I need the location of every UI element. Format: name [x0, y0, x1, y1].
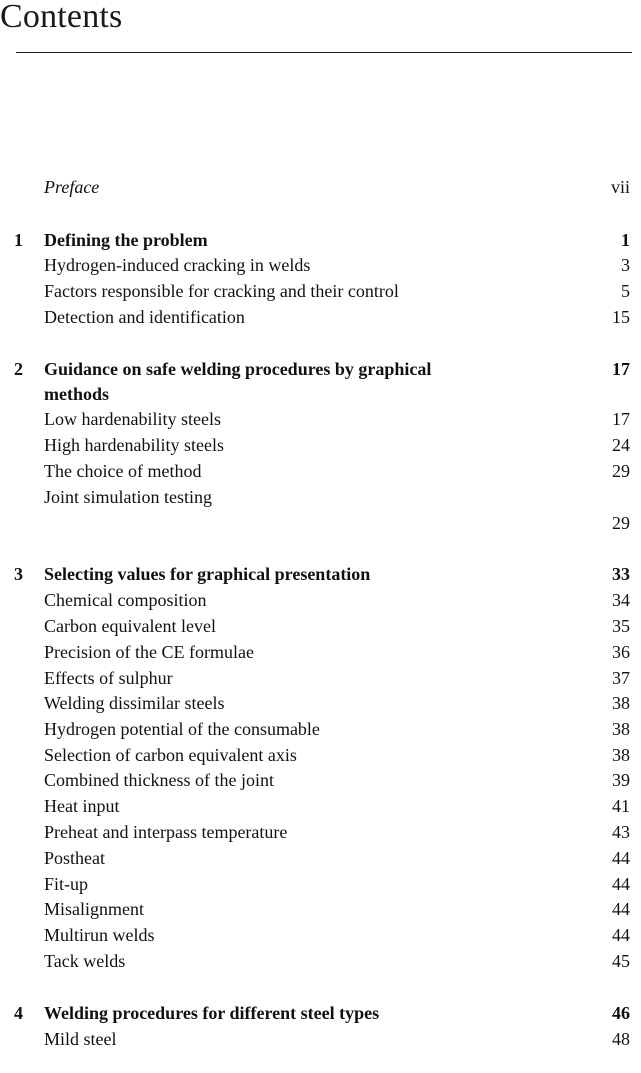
chapter-heading-2-continued [0, 381, 641, 407]
toc-entry-page: 36 [612, 642, 630, 662]
toc-entry-title: Postheat [44, 848, 105, 868]
toc-entry-page: 44 [612, 899, 630, 919]
toc-entry [0, 252, 641, 278]
chapter-title: Welding procedures for different steel types [44, 1003, 380, 1023]
toc-entry-preface [0, 174, 641, 200]
chapter-number: 1 [14, 230, 23, 250]
toc-entry-page: 44 [612, 848, 630, 868]
toc-entry-title: Fit-up [44, 874, 89, 894]
toc-entry [0, 304, 641, 330]
toc-entry-title: Selection of carbon equivalent axis [44, 745, 297, 765]
toc-entry [0, 1026, 641, 1052]
toc-entry-title: High hardenability steels [44, 435, 224, 455]
toc-entry-page: 38 [612, 719, 630, 739]
toc-entry [0, 587, 641, 613]
toc-entry-title: Tack welds [44, 951, 126, 971]
toc-entry-title: Factors responsible for cracking and their control [44, 281, 399, 301]
toc-entry-page: 15 [612, 307, 630, 327]
toc-entry-title: Low hardenability steels [44, 409, 221, 429]
toc-entry [0, 793, 641, 819]
toc-entry [0, 845, 641, 871]
toc-entry [0, 613, 641, 639]
toc-entry [0, 639, 641, 665]
toc-entry-page: 38 [612, 693, 630, 713]
chapter-title: Selecting values for graphical presentation [44, 564, 371, 584]
chapter-number: 2 [14, 359, 23, 379]
toc-entry-title: The choice of method [44, 461, 202, 481]
toc-entry-title: Preheat and interpass temperature [44, 822, 288, 842]
toc-entry-title: Carbon equivalent level [44, 616, 216, 636]
toc-entry-title: Welding dissimilar steels [44, 693, 225, 713]
toc-entry-title: Multirun welds [44, 925, 155, 945]
chapter-heading-4 [0, 1000, 641, 1026]
toc-entry-title: Misalignment [44, 899, 144, 919]
toc-entry-page: 44 [612, 874, 630, 894]
toc-entry-page-overflow [0, 510, 641, 536]
toc-entry-page: 34 [612, 590, 630, 610]
title-divider [16, 52, 632, 53]
toc-entry-page: 5 [621, 281, 630, 301]
toc-entry-page: 41 [612, 796, 630, 816]
chapter-heading-1 [0, 227, 641, 253]
chapter-number: 4 [14, 1003, 23, 1023]
toc-entry-page: vii [610, 177, 630, 197]
toc-entry-page: 39 [612, 770, 630, 790]
toc-entry-title: Preface [44, 177, 100, 197]
toc-entry [0, 922, 641, 948]
toc-entry [0, 896, 641, 922]
toc-entry [0, 406, 641, 432]
chapter-title: Guidance on safe welding procedures by graphical [44, 359, 432, 379]
toc-entry [0, 690, 641, 716]
toc-entry-title: Hydrogen-induced cracking in welds [44, 255, 311, 275]
chapter-heading-2 [0, 356, 641, 382]
chapter-page: 17 [612, 359, 630, 379]
toc-entry-page: 38 [612, 745, 630, 765]
toc-entry [0, 665, 641, 691]
toc-entry-title: Precision of the CE formulae [44, 642, 254, 662]
toc-entry-page: 37 [612, 668, 630, 688]
toc-entry [0, 948, 641, 974]
toc-entry-page: 29 [612, 513, 630, 533]
toc-entry-page: 35 [612, 616, 630, 636]
chapter-heading-3 [0, 561, 641, 587]
toc-entry-title: Chemical composition [44, 590, 207, 610]
chapter-title-continued: methods [44, 384, 110, 404]
toc-entry-title: Combined thickness of the joint [44, 770, 274, 790]
toc-entry-title: Mild steel [44, 1029, 117, 1049]
toc-entry [0, 767, 641, 793]
toc-entry-page: 3 [621, 255, 630, 275]
toc-entry-title: Hydrogen potential of the consumable [44, 719, 320, 739]
toc-entry-page: 45 [612, 951, 630, 971]
toc-entry [0, 484, 641, 510]
page-title: Contents [0, 0, 123, 35]
toc-entry [0, 432, 641, 458]
toc-entry [0, 278, 641, 304]
toc-entry-title: Detection and identification [44, 307, 245, 327]
chapter-page: 33 [612, 564, 630, 584]
chapter-number: 3 [14, 564, 23, 584]
chapter-page: 46 [612, 1003, 630, 1023]
toc-entry [0, 458, 641, 484]
toc-entry-title: Joint simulation testing [44, 487, 213, 507]
toc-entry-title: Heat input [44, 796, 120, 816]
toc-entry-page: 44 [612, 925, 630, 945]
toc-entry [0, 871, 641, 897]
toc-entry [0, 716, 641, 742]
toc-entry [0, 742, 641, 768]
toc-entry-page: 29 [612, 461, 630, 481]
toc-entry-page: 43 [612, 822, 630, 842]
toc-entry-page: 48 [612, 1029, 630, 1049]
toc-entry-page: 17 [612, 409, 630, 429]
chapter-title: Defining the problem [44, 230, 208, 250]
toc-entry [0, 819, 641, 845]
toc-entry-page: 24 [612, 435, 630, 455]
toc-entry-title: Effects of sulphur [44, 668, 173, 688]
chapter-page: 1 [621, 230, 630, 250]
